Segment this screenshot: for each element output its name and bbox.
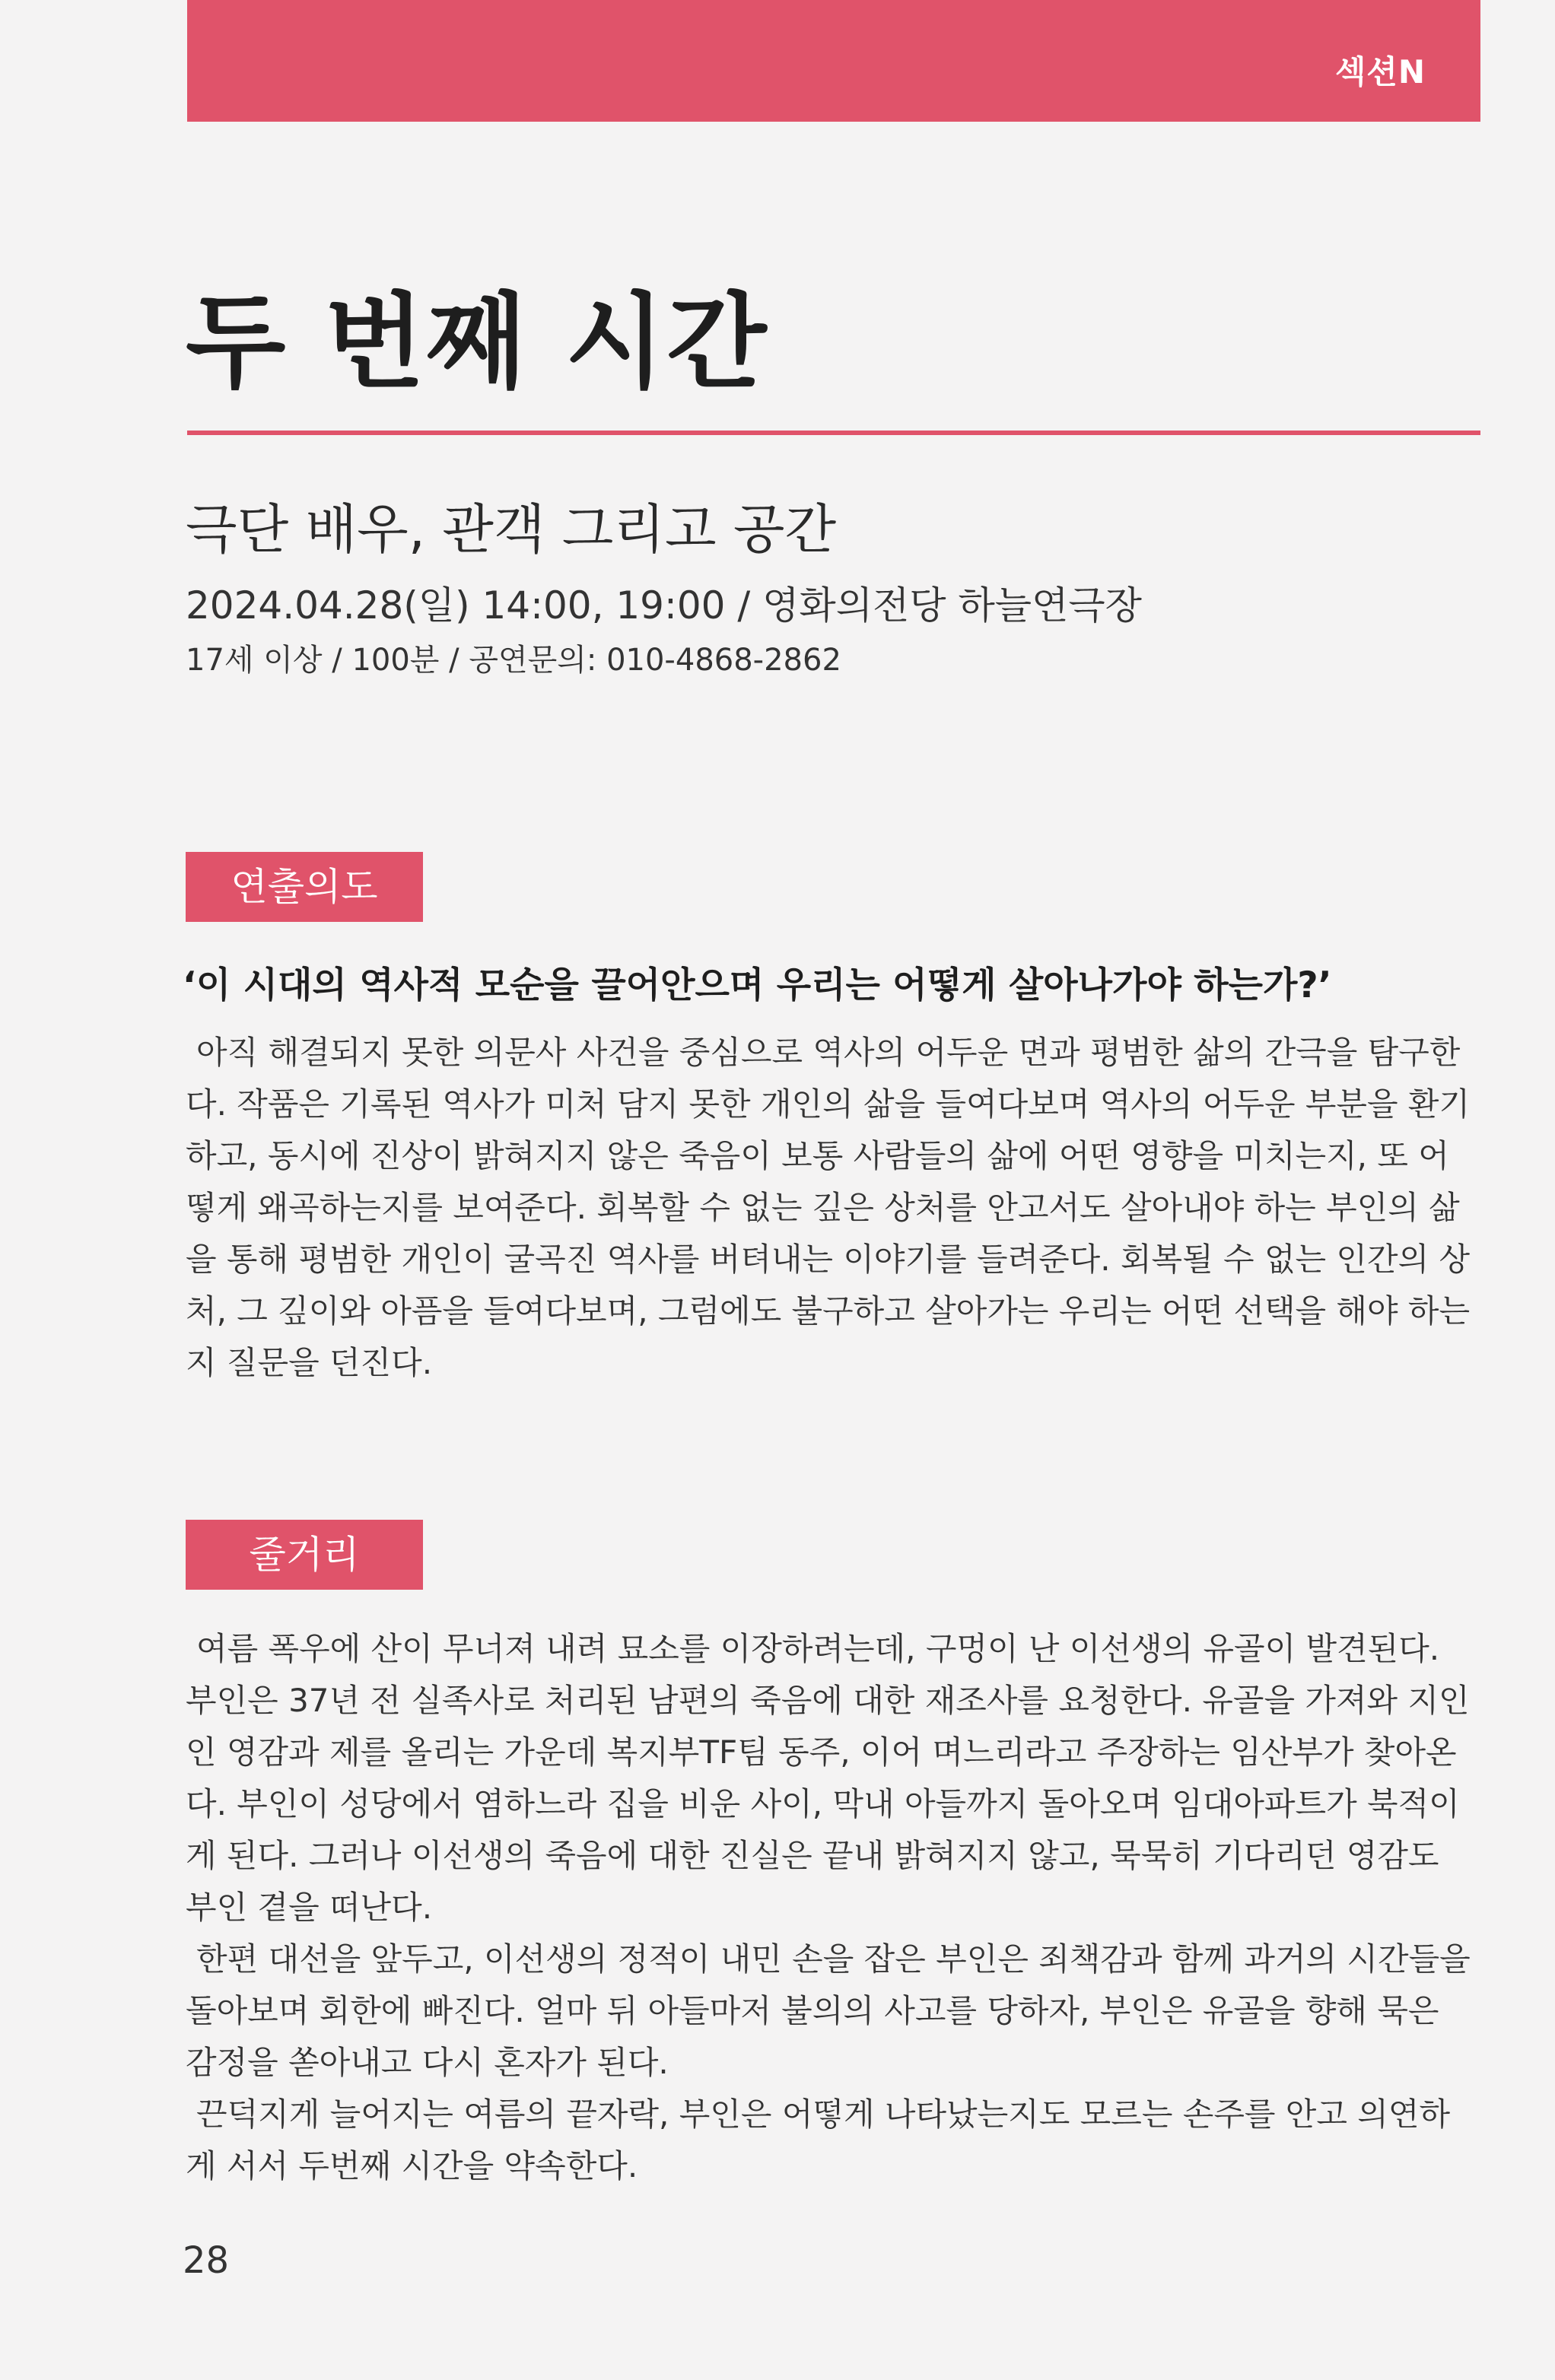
synopsis-paragraph: 끈덕지게 늘어지는 여름의 끝자락, 부인은 어떻게 나타났는지도 모르는 손주를 안고 의연하게 서서 두번째 시간을 약속한다. <box>186 2096 1451 2185</box>
schedule-info: 2024.04.28(일) 14:00, 19:00 / 영화의전당 하늘연극장 <box>186 583 1142 628</box>
synopsis-body <box>186 1623 1479 2192</box>
intent-paragraph: 아직 해결되지 못한 의문사 사건을 중심으로 역사의 어두운 면과 평범한 삶의 간극을 탐구한다. 작품은 기록된 역사가 미처 담지 못한 개인의 삶을 들여다보며 역사의 어두운 부분을 환기하고, 동시에 진상이 밝혀지지 않은 죽음이 보통 사람들의 삶에 어떤 영향을 미치는지, 또 어떻게 왜곡하는지를 보여준다. 회복할 수 없는 깊은 상처를 안고서도 살아내야 하는 부인의 삶을 통해 평범한 개인이 굴곡진 역사를 버텨내는 이야기를 들려준다. 회복될 수 없는 인간의 상처, 그 깊이와 아픔을 들여다보며, 그럼에도 불구하고 살아가는 우리는 어떤 선택을 해야 하는지 질문을 던진다. <box>186 1034 1471 1381</box>
synopsis-tag: 줄거리 <box>186 1520 423 1590</box>
intent-tag: 연출의도 <box>186 852 423 922</box>
section-label: 섹션N <box>1334 53 1426 91</box>
intent-quote: ‘이 시대의 역사적 모순을 끌어안으며 우리는 어떻게 살아나가야 하는가?’ <box>183 964 1332 1006</box>
synopsis-paragraph: 여름 폭우에 산이 무너져 내려 묘소를 이장하려는데, 구멍이 난 이선생의 유골이 발견된다. 부인은 37년 전 실족사로 처리된 남편의 죽음에 대한 재조사를 요청한다. 유골을 가져와 지인인 영감과 제를 올리는 가운데 복지부TF팀 동주, 이어 며느리라고 주장하는 임산부가 찾아온다. 부인이 성당에서 염하느라 집을 비운 사이, 막내 아들까지 돌아오며 임대아파트가 북적이게 된다. 그러나 이선생의 죽음에 대한 진실은 끝내 밝혀지지 않고, 묵묵히 기다리던 영감도 부인 곁을 떠난다. <box>186 1630 1470 1926</box>
subtitle: 극단 배우, 관객 그리고 공간 <box>186 498 837 561</box>
synopsis-paragraph: 한편 대선을 앞두고, 이선생의 정적이 내민 손을 잡은 부인은 죄책감과 함께 과거의 시간들을 돌아보며 회한에 빠진다. 얼마 뒤 아들마저 불의의 사고를 당하자, 부인은 유골을 향해 묵은 감정을 쏟아내고 다시 혼자가 된다. <box>186 1940 1471 2081</box>
intent-body <box>186 1027 1479 1389</box>
title-divider <box>187 431 1480 435</box>
header-bar <box>187 0 1480 122</box>
page-title: 두 번째 시간 <box>186 283 768 403</box>
details-info: 17세 이상 / 100분 / 공연문의: 010-4868-2862 <box>186 643 841 678</box>
page-number: 28 <box>183 2239 230 2282</box>
